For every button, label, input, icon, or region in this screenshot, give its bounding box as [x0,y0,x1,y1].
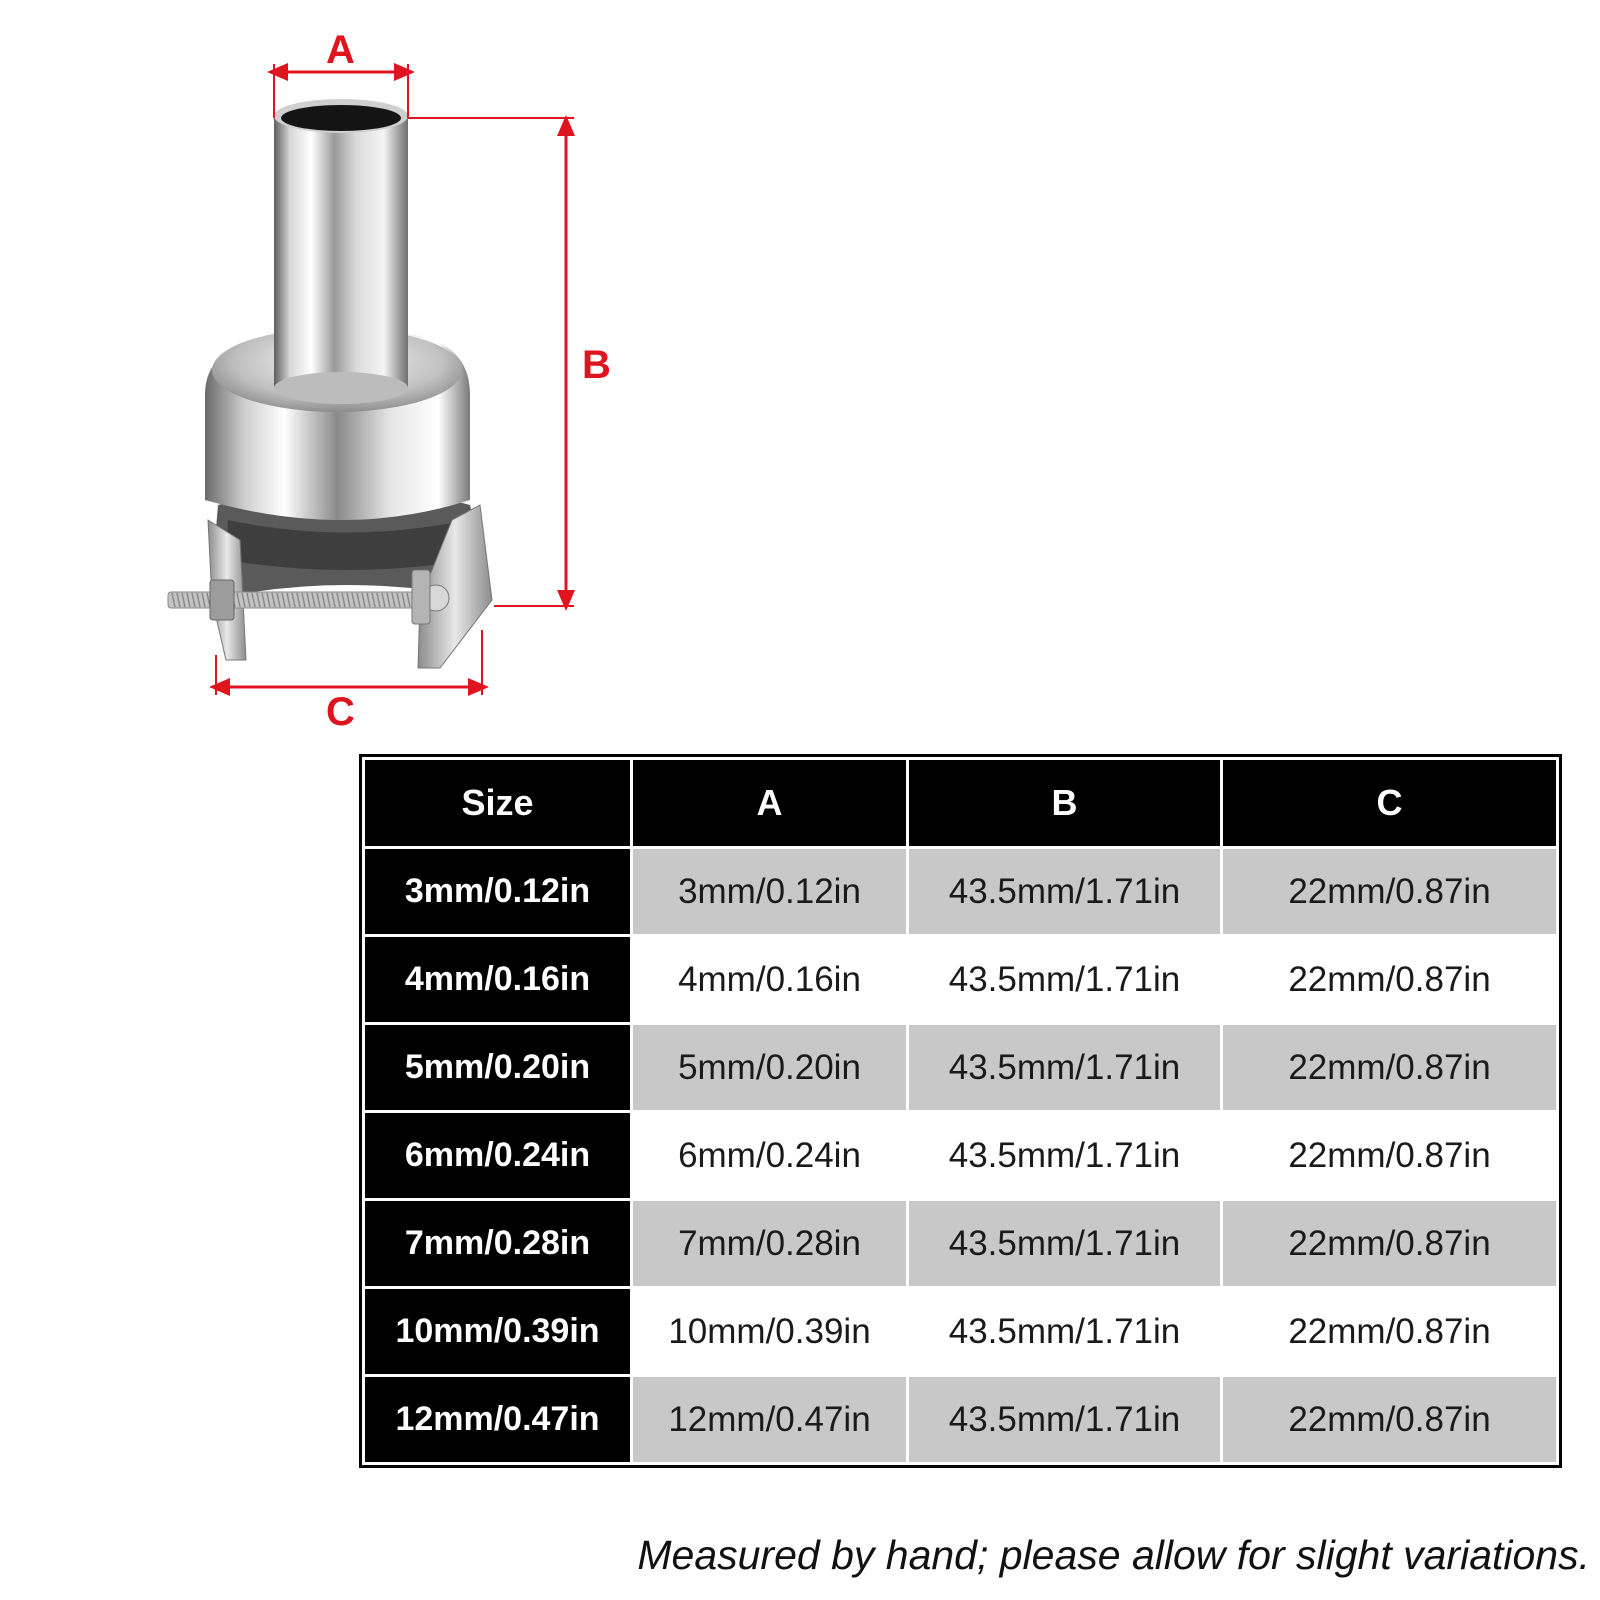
size-cell: 12mm/0.47in [364,1376,632,1464]
b-cell: 43.5mm/1.71in [908,1288,1222,1376]
table-row [364,1288,1558,1376]
b-cell: 43.5mm/1.71in [908,1376,1222,1464]
c-cell: 22mm/0.87in [1222,1288,1558,1376]
size-cell: 10mm/0.39in [364,1288,632,1376]
nozzle-tube [274,99,408,404]
a-cell: 5mm/0.20in [632,1024,908,1112]
table-row [364,1376,1558,1464]
c-cell: 22mm/0.87in [1222,1200,1558,1288]
a-cell: 10mm/0.39in [632,1288,908,1376]
a-cell: 7mm/0.28in [632,1200,908,1288]
a-cell: 6mm/0.24in [632,1112,908,1200]
dimension-b-label: B [582,343,611,387]
measurement-footnote: Measured by hand; please allow for slight variations. [637,1532,1590,1578]
table-row [364,1024,1558,1112]
a-cell: 3mm/0.12in [632,848,908,936]
c-cell: 22mm/0.87in [1222,1112,1558,1200]
table-row [364,936,1558,1024]
header-b: B [908,759,1222,848]
table-row [364,848,1558,936]
table-header-row [364,759,1558,848]
nozzle-product-image [0,0,720,740]
table-row [364,1200,1558,1288]
b-cell: 43.5mm/1.71in [908,1112,1222,1200]
c-cell: 22mm/0.87in [1222,1024,1558,1112]
b-cell: 43.5mm/1.71in [908,1200,1222,1288]
b-cell: 43.5mm/1.71in [908,1024,1222,1112]
c-cell: 22mm/0.87in [1222,1376,1558,1464]
size-spec-table [362,757,1559,1465]
size-cell: 6mm/0.24in [364,1112,632,1200]
a-cell: 4mm/0.16in [632,936,908,1024]
size-cell: 3mm/0.12in [364,848,632,936]
dimension-c-label: C [326,690,355,734]
header-c: C [1222,759,1558,848]
header-size: Size [364,759,632,848]
header-a: A [632,759,908,848]
b-cell: 43.5mm/1.71in [908,936,1222,1024]
a-cell: 12mm/0.47in [632,1376,908,1464]
size-cell: 5mm/0.20in [364,1024,632,1112]
c-cell: 22mm/0.87in [1222,936,1558,1024]
size-cell: 7mm/0.28in [364,1200,632,1288]
table-row [364,1112,1558,1200]
b-cell: 43.5mm/1.71in [908,848,1222,936]
dimension-a-label: A [326,28,355,72]
c-cell: 22mm/0.87in [1222,848,1558,936]
size-cell: 4mm/0.16in [364,936,632,1024]
